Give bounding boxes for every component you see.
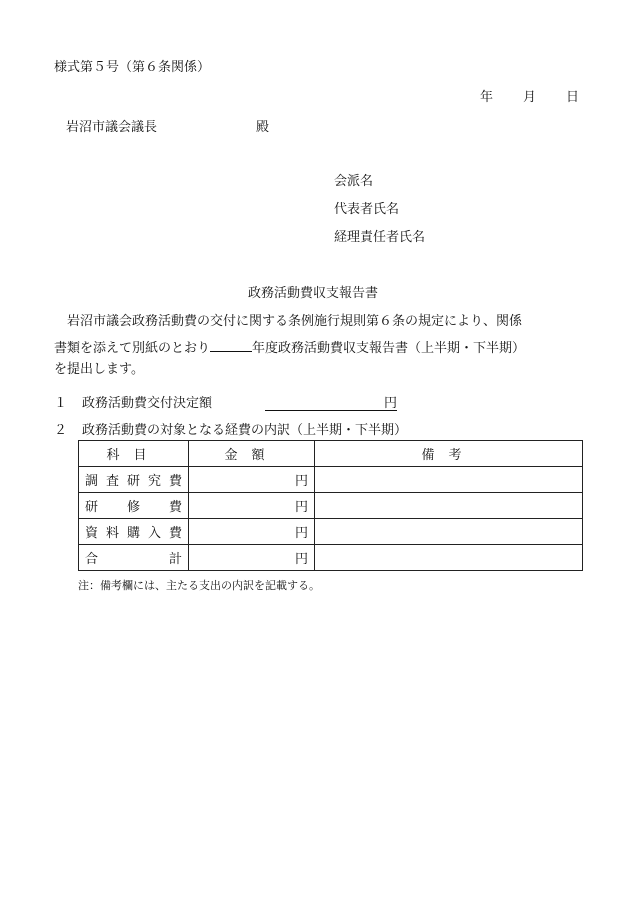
honorific: 殿 [256,120,270,135]
row-amount: 円 [189,493,315,519]
item-2-label: 政務活動費の対象となる経費の内訳（上半期・下半期） [82,423,408,438]
body-text [54,314,584,386]
body-line-1: 岩沼市議会政務活動費の交付に関する条例施行規則第６条の規定により、関係 [67,314,523,329]
item-1-number: １ [54,396,68,411]
row-subject: 資料購入費 [79,519,189,545]
date-month: 月 [523,90,537,105]
row-remarks [315,493,583,519]
table-header-row [79,441,583,467]
grant-amount-blank [265,396,397,411]
row-remarks [315,467,583,493]
body-line-2-before: 書類を添えて別紙のとおり [54,341,211,356]
item-2 [54,423,407,439]
header-subject: 科目 [79,441,189,467]
date-year: 年 [480,90,494,105]
form-number: 様式第５号（第６条関係） [54,60,211,75]
addressee [66,120,270,136]
body-line-3: を提出します。 [54,362,144,377]
table-row [79,519,583,545]
faction-name-label: 会派名 [334,174,374,189]
document-title: 政務活動費収支報告書 [248,286,379,301]
header-amount: 金額 [189,441,315,467]
item-1 [54,396,397,412]
row-subject: 調査研究費 [79,467,189,493]
item-1-unit: 円 [383,396,397,411]
row-amount: 円 [189,467,315,493]
row-remarks [315,545,583,571]
item-1-label: 政務活動費交付決定額 [82,396,213,411]
table-row-total [79,545,583,571]
representative-label: 代表者氏名 [334,202,400,217]
body-line-2-after: 年度政務活動費収支報告書（上半期・下半期） [252,341,526,356]
row-amount: 円 [189,545,315,571]
item-2-number: ２ [54,423,68,438]
fiscal-year-blank [210,338,252,352]
body-line-2 [54,338,584,362]
table-row [79,493,583,519]
submitter-block [334,174,425,258]
header-remarks: 備考 [315,441,583,467]
date-line [480,90,579,106]
addressee-name: 岩沼市議会議長 [66,120,158,135]
footnote: 注：備考欄には、主たる支出の内訳を記載する。 [78,579,320,592]
table-row [79,467,583,493]
row-subject: 合計 [79,545,189,571]
row-remarks [315,519,583,545]
expense-table [78,440,583,571]
row-subject: 研修費 [79,493,189,519]
date-day: 日 [566,90,580,105]
accounting-officer-label: 経理責任者氏名 [334,230,426,245]
row-amount: 円 [189,519,315,545]
